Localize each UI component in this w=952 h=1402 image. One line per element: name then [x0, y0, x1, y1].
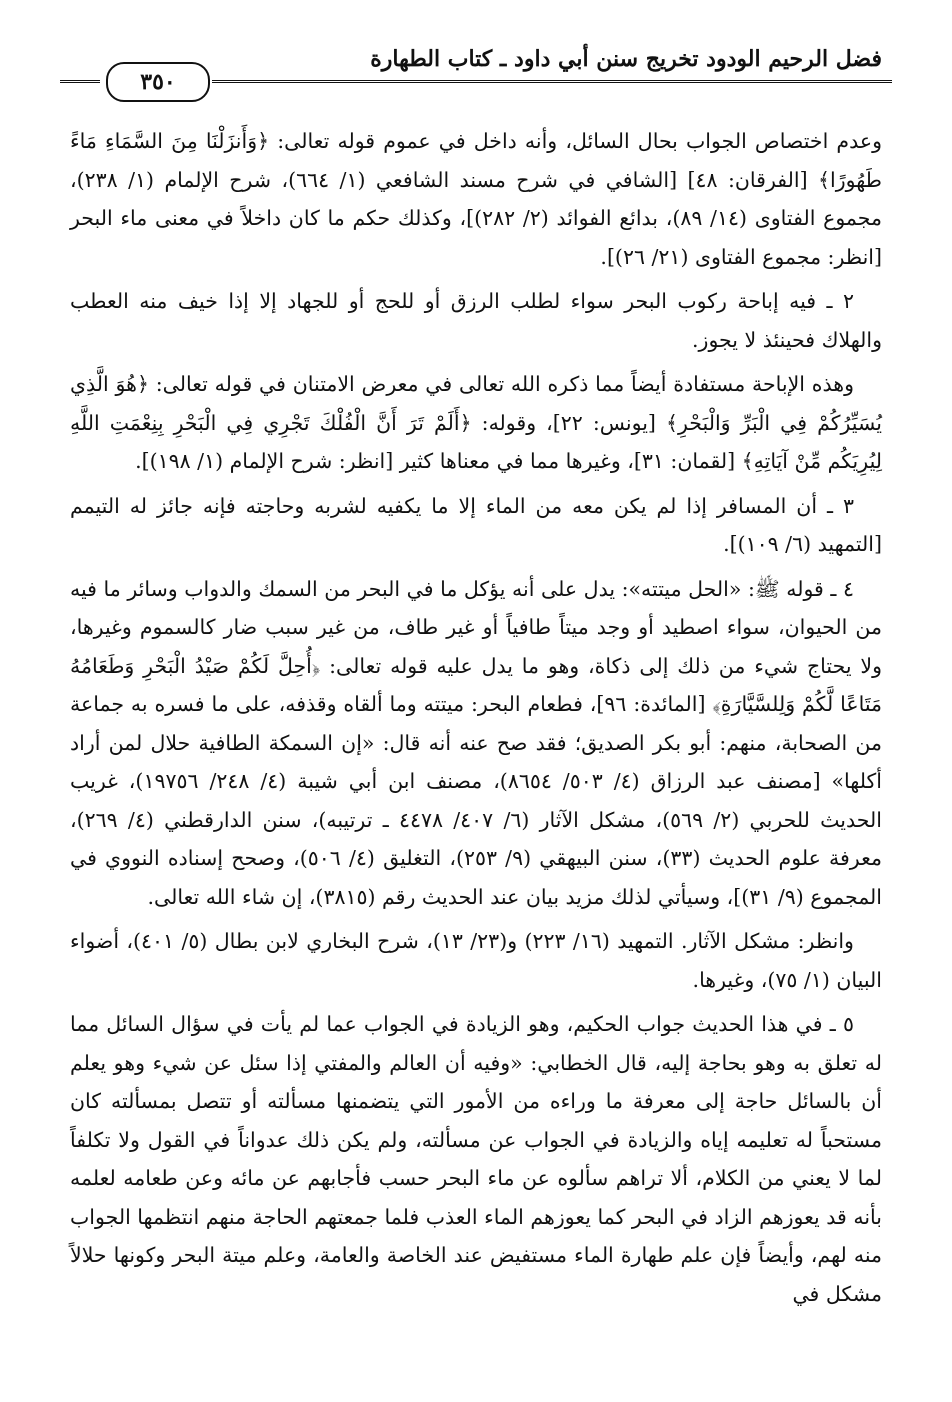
page-body [70, 122, 882, 1319]
page-header [60, 40, 892, 100]
paragraph-1: وعدم اختصاص الجواب بحال السائل، وأنه داخل في عموم قوله تعالى: ﴿وَأَنزَلْنَا مِنَ السَّمَاءِ مَاءً طَهُورًا﴾ [الفرقان: ٤٨] [الشافي في شرح مسند الشافعي (١/ ٦٦٤)، شرح الإلمام (١/ ٢٣٨)، مجموع الفتاوى (١٤/ ٨٩)، بدائع الفوائد (٢/ ٢٨٢)]، وكذلك حكم ما كان داخلاً في معنى ماء البحر [انظر: مجموع الفتاوى (٢١/ ٢٦)]. [70, 129, 882, 269]
book-title: فضل الرحيم الودود تخريج سنن أبي داود ـ كتاب الطهارة [370, 46, 882, 72]
paragraph-5: ٤ ـ قوله ﷺ: «الحل ميتته»: يدل على أنه يؤكل ما في البحر من السمك والدواب وسائر ما فيه من الحيوان، سواء اصطيد أو وجد ميتاً طافياً أو غير طاف، من غير سبب ضار كالسموم وغيرها، ولا يحتاج شيء من ذلك إلى ذكاة، وهو ما يدل عليه قوله تعالى: ﴿أُحِلَّ لَكُمْ صَيْدُ الْبَحْرِ وَطَعَامُهُ مَتَاعًا لَّكُمْ وَلِلسَّيَّارَةِ﴾ [المائدة: ٩٦]، فطعام البحر: ميتته وما ألقاه وقذفه، على ما فسره به جماعة من الصحابة، منهم: أبو بكر الصديق؛ فقد صح عنه أنه قال: «إن السمكة الطافية حلال لمن أراد أكلها» [مصنف عبد الرزاق (٤/ ٥٠٣/ ٨٦٥٤)، مصنف ابن أبي شيبة (٤/ ٢٤٨/ ١٩٧٥٦)، غريب الحديث للحربي (٢/ ٥٦٩)، مشكل الآثار (٦/ ٤٠٧/ ٤٤٧٨ ـ ترتيبه)، سنن الدارقطني (٤/ ٢٦٩)، معرفة علوم الحديث (٣٣)، سنن البيهقي (٩/ ٢٥٣)، التغليق (٤/ ٥٠٦)، وصحح إسناده النووي في المجموع (٩/ ٣١)]، وسيأتي لذلك مزيد بيان عند الحديث رقم (٣٨١٥)، إن شاء الله تعالى. [70, 576, 882, 909]
paragraph-3: وهذه الإباحة مستفادة أيضاً مما ذكره الله تعالى في معرض الامتنان في قوله تعالى: ﴿هُوَ الَّذِي يُسَيِّرُكُمْ فِي الْبَرِّ وَالْبَحْرِ﴾ [يونس: ٢٢]، وقوله: ﴿أَلَمْ تَرَ أَنَّ الْفُلْكَ تَجْرِي فِي الْبَحْرِ بِنِعْمَتِ اللَّهِ لِيُرِيَكُم مِّنْ آيَاتِهِ﴾ [لقمان: ٣١]، وغيرها مما في معناها كثير [انظر: شرح الإلمام (١/ ١٩٨)]. [70, 372, 882, 473]
paragraph-4: ٣ ـ أن المسافر إذا لم يكن معه من الماء إلا ما يكفيه لشربه وحاجته فإنه جائز له التيمم [التمهيد (٦/ ١٠٩)]. [70, 493, 882, 556]
page-number-box [100, 62, 212, 100]
paragraph-6: وانظر: مشكل الآثار. التمهيد (١٦/ ٢٢٣) و(٢٣/ ١٣)، شرح البخاري لابن بطال (٥/ ٤٠١)، أضواء البيان (١/ ٧٥)، وغيرها. [70, 929, 882, 992]
page-number: ٣٥٠ [106, 62, 210, 102]
paragraph-7: ٥ ـ في هذا الحديث جواب الحكيم، وهو الزيادة في الجواب عما لم يأت في سؤال السائل مما له تعلق به وهو بحاجة إليه، قال الخطابي: «وفيه أن العالم والمفتي إذا سئل عن شيء وهو يعلم أن بالسائل حاجة إلى معرفة ما وراءه من الأمور التي يتضمنها مسألته أو تتصل بمسألته كان مستحباً له تعليمه إياه والزيادة في الجواب عن مسألته، ولم يكن ذلك عدواناً في القول ولا تكلفاً لما لا يعني من الكلام، ألا تراهم سألوه عن ماء البحر حسب فأجابهم عن مائه وعن طعامه لعلمه بأنه قد يعوزهم الزاد في البحر كما يعوزهم الماء العذب فلما جمعتهم الحاجة منهم انتظمها الجواب منه لهم، وأيضاً فإن علم طهارة الماء مستفيض عند الخاصة والعامة، وعلم ميتة البحر وكونها حلالاً مشكل في [70, 1012, 882, 1306]
paragraph-2: ٢ ـ فيه إباحة ركوب البحر سواء لطلب الرزق أو للحج أو للجهاد إلا إذا خيف منه العطب والهلاك فحينئذ لا يجوز. [70, 289, 882, 352]
